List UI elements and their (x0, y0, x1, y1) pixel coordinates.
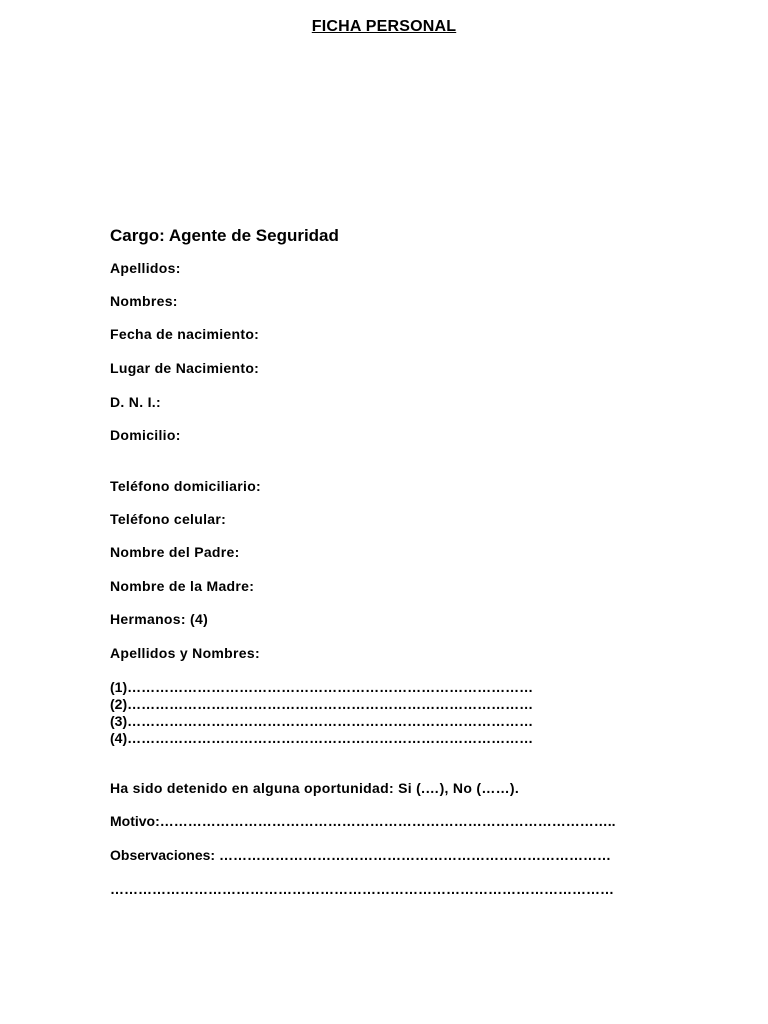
field-dni: D. N. I.: (110, 394, 161, 410)
sibling-line-4: (4)…………………………………………………………………………… (110, 730, 534, 746)
field-hermanos: Hermanos: (4) (110, 611, 209, 627)
field-nombres: Nombres: (110, 293, 178, 309)
field-nombre-madre: Nombre de la Madre: (110, 578, 255, 594)
field-fecha-nacimiento: Fecha de nacimiento: (110, 326, 260, 342)
field-nombre-padre: Nombre del Padre: (110, 544, 240, 560)
field-observaciones: Observaciones: ………………………………………………………………………… (110, 847, 611, 863)
field-telefono-celular: Teléfono celular: (110, 511, 227, 527)
sibling-line-1: (1)…………………………………………………………………………… (110, 679, 534, 695)
observaciones-line-2: ……………………………………………………………………………………………… (110, 881, 614, 897)
sibling-line-3: (3)…………………………………………………………………………… (110, 713, 534, 729)
field-apellidos: Apellidos: (110, 260, 181, 276)
cargo-heading: Cargo: Agente de Seguridad (110, 226, 339, 245)
field-apellidos-y-nombres: Apellidos y Nombres: (110, 645, 260, 661)
field-domicilio: Domicilio: (110, 427, 181, 443)
field-telefono-domiciliario: Teléfono domiciliario: (110, 478, 262, 494)
field-motivo: Motivo:…………………………………………………………………………………….. (110, 813, 616, 829)
sibling-line-2: (2)…………………………………………………………………………… (110, 696, 534, 712)
page-title: FICHA PERSONAL (311, 18, 457, 35)
field-detenido: Ha sido detenido en alguna oportunidad: Si (.…), No (……). (110, 780, 520, 796)
field-lugar-nacimiento: Lugar de Nacimiento: (110, 360, 260, 376)
